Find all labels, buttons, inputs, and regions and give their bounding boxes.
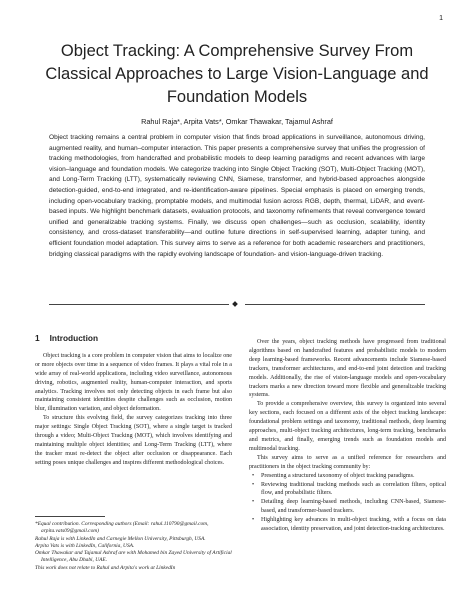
footnote-rule — [35, 516, 105, 517]
section-heading — [35, 334, 232, 343]
intro-paragraph-1: Object tracking is a core problem in computer vision that aims to localize one or more objects over time in a sequence of video frames. It plays a vital role in a wide array of real-world applications, including video surveillance, autonomous driving, robotics, augmented reality, human-computer interaction, and sports analytics. Tracking involves not only detecting objects in each frame but also maintaining consistent identities despite challenges such as occlusion, motion blur, illumination variation, and object deformation. — [35, 352, 232, 413]
list-item: • Detailing deep learning-based methods, including CNN-based, Siamese-based, and transformer-based trackers. — [261, 498, 446, 516]
abstract: Object tracking remains a central problem in computer vision that finds broad applications in surveillance, autonomous driving, augmented reality, and human–computer interaction. This paper presents a comprehensive survey that unifies the progression of tracking methodologies, from handcrafted and probabilistic models to deep learning paradigms and recent advances with large vision–language and foundation models. We categorize tracking into Single Object Tracking (SOT), Multi-Object Tracking (MOT), and Long-Term Tracking (LTT), systematically reviewing CNN, Siamese, transformer, and hybrid-based approaches alongside detection-guided, end-to-end integrated, and re-identification-aware pipelines. Special emphasis is placed on emerging trends, including open-vocabulary tracking, promptable models, and multimodal fusion across RGB, depth, thermal, LiDAR, and event-based inputs. We highlight benchmark datasets, evaluation protocols, and taxonomy refinements that reveal convergence toward unified and generalizable tracking systems. Finally, we discuss open challenges—such as occlusion, scalability, identity consistency, and cross-dataset transferability—and outline future directions in self-supervised learning, adapter tuning, and efficient foundation model adaptation. This survey aims to serve as a reference for both academic researchers and practitioners, bridging classical paradigms with the rapidly evolving landscape of foundation- and vision-language-driven tracking. — [49, 134, 425, 258]
intro-paragraph-3: Over the years, object tracking methods have progressed from traditional algorithms based on handcrafted features and probabilistic models to modern deep learning-based frameworks. Recent advancements include Siamese-based trackers, transformer architectures, and end-to-end joint detection and tracking models. Additionally, the rise of vision-language models and open-vocabulary trackers marks a new direction toward more flexible and generalizable tracking systems. — [249, 339, 446, 399]
paper-title: Object Tracking: A Comprehensive Survey From Classical Approaches to Large Vision-Language and Foundation Models — [45, 42, 429, 106]
left-column — [35, 333, 232, 468]
footnote: Rahul Raja is with LinkedIn and Carnegie Mellon University, Pittsburgh, USA. — [35, 535, 206, 542]
footnote: This work does not relate to Rahul and Arpita's work at LinkedIn — [35, 564, 176, 571]
footnotes — [35, 516, 232, 572]
author-list: Rahul Raja*, Arpita Vats*, Omkar Thawakar, Tajamul Ashraf — [141, 117, 333, 126]
separator-line-left — [49, 304, 229, 305]
footnote: *Equal contribution. Corresponding authors (Email: rahul.110790@gmail.com, arpita.vats09@gmail.com) — [35, 521, 209, 535]
contribution-list — [249, 472, 446, 534]
list-item: • Presenting a structured taxonomy of object tracking paradigms. — [261, 472, 446, 481]
section-title: Introduction — [49, 333, 99, 343]
abstract-separator — [49, 301, 425, 308]
intro-paragraph-2: To structure this evolving field, the survey categorizes tracking into three major settings: Single Object Tracking (SOT), where a single target is tracked through a video; Multi-Object Tracking (MOT), which involves identifying and maintaining multiple object identities; and Long-Term Tracking (LTT), where the tracker must re-detect the object after occlusion or disappearance. Each setting poses unique challenges and inspires different methodological choices. — [35, 415, 232, 466]
list-item: • Highlighting key advances in multi-object tracking, with a focus on data association, identity preservation, and joint detection-tracking architectures. — [261, 516, 446, 534]
intro-paragraph-5: This survey aims to serve as a unified reference for researchers and practitioners in the object tracking community by: — [249, 454, 446, 470]
footnote: Omkar Thawakar and Tajamul Ashraf are with Mohamed bin Zayed University of Artificial Intelligence, Abu Dhabi, UAE. — [35, 550, 232, 564]
intro-paragraph-4: To provide a comprehensive overview, this survey is organized into several key sections, each focused on a different axis of the object tracking landscape: foundational problem settings and taxonomy, traditional methods, deep learning approaches, multi-object tracking architectures, long-term tracking, benchmarks and metrics, and finally, emerging trends such as foundation models and multimodal tracking. — [249, 401, 446, 452]
page-number: 1 — [439, 15, 443, 22]
right-column — [249, 338, 446, 534]
section-number: 1 — [35, 333, 40, 343]
separator-line-right — [245, 304, 425, 305]
list-item: • Reviewing traditional tracking methods such as correlation filters, optical flow, and probabilistic filters. — [261, 481, 446, 499]
diamond-icon — [232, 301, 238, 307]
footnote: Arpita Vats is with LinkedIn, California, USA. — [35, 542, 135, 549]
